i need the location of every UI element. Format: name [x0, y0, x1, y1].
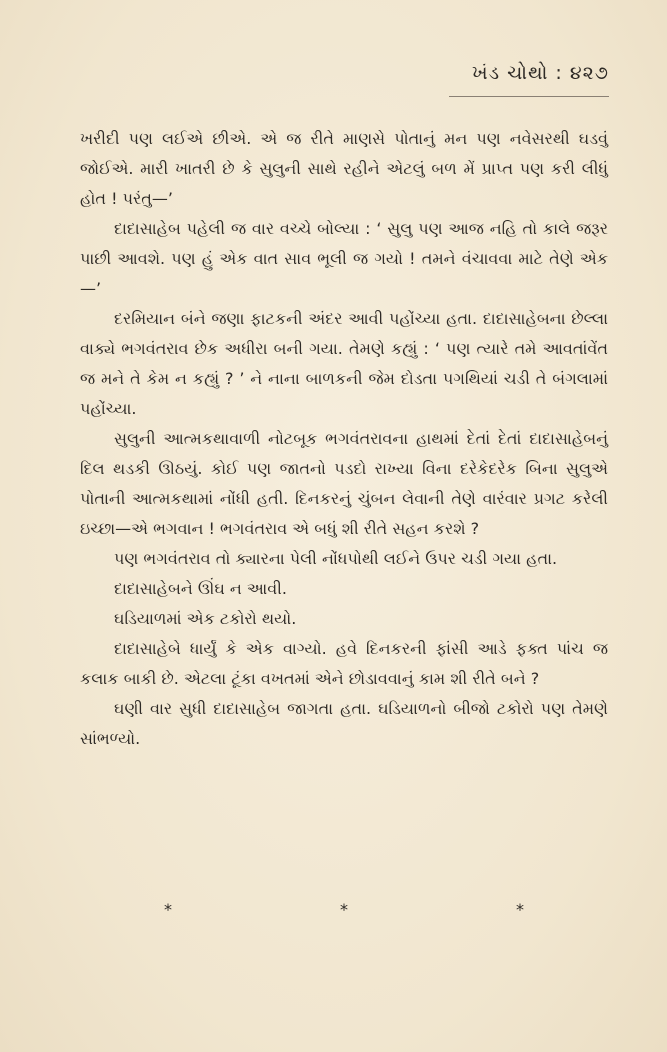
running-header: ખંડ ચોથો : ૪૨૭ [472, 62, 609, 84]
paragraph: દાદાસાહેબને ઊંઘ ન આવી. [114, 579, 287, 598]
paragraph: દાદાસાહેબે ધાર્યું કે એક વાગ્યો. હવે દિનકરની ફાંસી આડે ફક્ત પાંચ જ કલાક બાકી છે. એટલા ટૂંકા વખતમાં એને છોડાવવાનું કામ શી રીતે બને ? [80, 639, 608, 688]
paragraph: દાદાસાહેબ પહેલી જ વાર વચ્ચે બોલ્યા : ‘ સુલુ પણ આજ નહિ તો કાલે જરૂર પાછી આવશે. પણ હું એક વાત સાવ ભૂલી જ ગયો ! તમને વંચાવવા માટે તેણે એક—’ [80, 219, 608, 298]
paragraph: ઘણી વાર સુધી દાદાસાહેબ જાગતા હતા. ઘડિયાળનો બીજો ટકોરો પણ તેમણે સાંભળ્યો. [80, 699, 608, 748]
separator-star: * [164, 900, 172, 919]
paragraph: પણ ભગવંતરાવ તો ક્યારના પેલી નોંધપોથી લઈને ઉપર ચડી ગયા હતા. [114, 549, 558, 568]
section-separator [80, 900, 608, 919]
body-text [80, 124, 608, 754]
header-rule [449, 96, 609, 97]
paragraph: સુલુની આત્મકથાવાળી નોટબૂક ભગવંતરાવના હાથમાં દેતાં દેતાં દાદાસાહેબનું દિલ થડકી ઊઠયું. કોઈ પણ જાતનો પડદો રાખ્યા વિના દરેકેદરેક બિના સુલુએ પોતાની આત્મકથામાં નોંધી હતી. દિનકરનું ચુંબન લેવાની તેણે વારંવાર પ્રગટ કરેલી ઇચ્છા—એ ભગવાન ! ભગવંતરાવ એ બધું શી રીતે સહન કરશે ? [80, 429, 608, 538]
separator-star: * [516, 900, 524, 919]
separator-star: * [340, 900, 348, 919]
paragraph: દરમિયાન બંને જણા ફાટકની અંદર આવી પહોંચ્યા હતા. દાદાસાહેબના છેલ્લા વાક્યે ભગવંતરાવ છેક અધીરા બની ગયા. તેમણે કહ્યું : ‘ પણ ત્યારે તમે આવતાંવેંત જ મને તે કેમ ન કહ્યું ? ’ ને નાના બાળકની જેમ દોડતા પગથિયાં ચડી તે બંગલામાં પહોંચ્યા. [80, 309, 608, 418]
paragraph: ખરીદી પણ લઈએ છીએ. એ જ રીતે માણસે પોતાનું મન પણ નવેસરથી ઘડવું જોઈએ. મારી ખાતરી છે કે સુલુની સાથે રહીને એટલું બળ મેં પ્રાપ્ત પણ કરી લીધું હોત ! પરંતુ—’ [80, 129, 608, 208]
paragraph: ઘડિયાળમાં એક ટકોરો થયો. [114, 609, 297, 628]
